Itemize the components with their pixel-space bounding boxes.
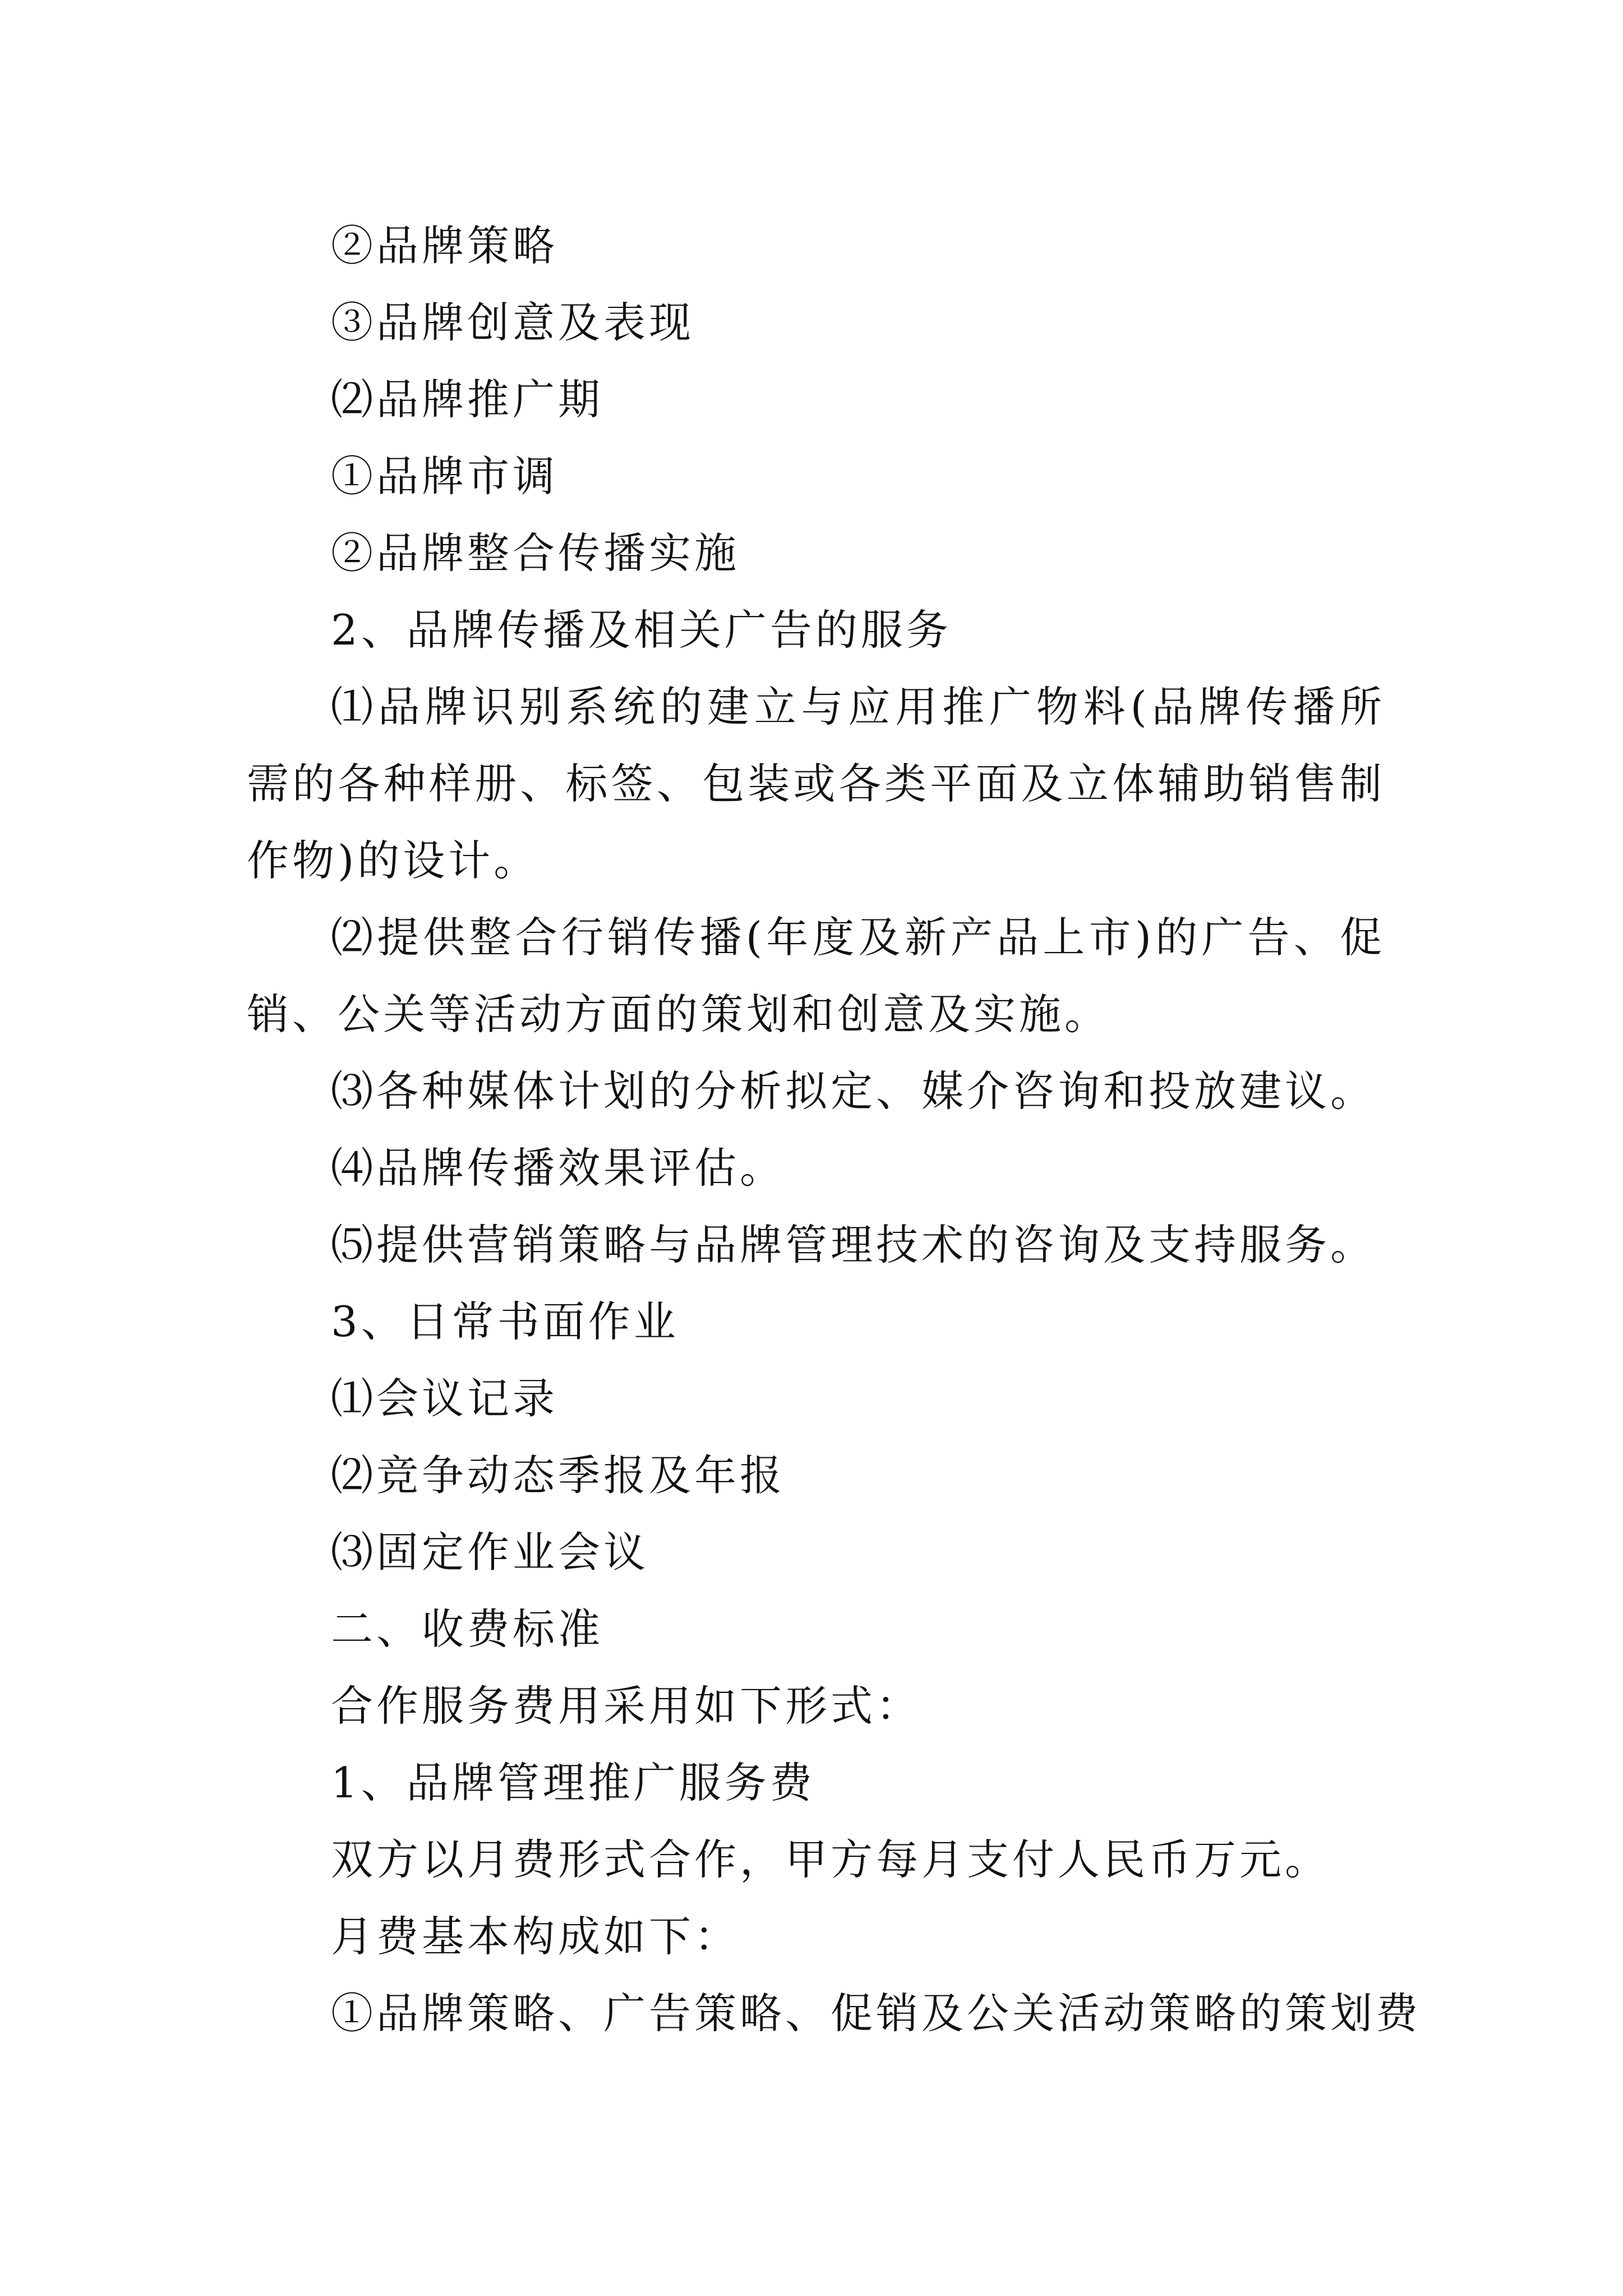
- section-heading-service-fee: 1、品牌管理推广服务费: [331, 1758, 815, 1807]
- paragraph-fee-form: 合作服务费用采用如下形式：: [331, 1681, 922, 1731]
- list-item-consulting-support: ⑸提供营销策略与品牌管理技术的咨询及支持服务。: [331, 1220, 1376, 1269]
- list-item-media-planning: ⑶各种媒体计划的分析拟定、媒介咨询和投放建议。: [331, 1066, 1376, 1116]
- list-item-brand-strategy: ②品牌策略: [331, 221, 559, 270]
- list-item-brand-creative: ③品牌创意及表现: [331, 298, 695, 347]
- list-item-regular-meetings: ⑶固定作业会议: [331, 1527, 649, 1577]
- section-heading-daily-documents: 3、日常书面作业: [331, 1297, 679, 1346]
- paragraph-fee-composition: 月费基本构成如下：: [331, 1912, 740, 1961]
- list-item-competition-reports: ⑵竞争动态季报及年报: [331, 1451, 786, 1500]
- list-item-meeting-minutes: ⑴会议记录: [331, 1374, 559, 1423]
- document-body: [247, 208, 1422, 2052]
- list-item-effect-evaluation: ⑷品牌传播效果评估。: [331, 1143, 786, 1193]
- list-item-brand-market-research: ①品牌市调: [331, 452, 559, 501]
- paragraph-brand-identity: ⑴品牌识别系统的建立与应用推广物料(品牌传播所需的各种样册、标签、包装或各类平面及立体辅助销售制作物)的设计。: [247, 682, 1385, 885]
- paragraph-integrated-marketing: ⑵提供整合行销传播(年度及新产品上市)的广告、促销、公关等活动方面的策划和创意及实施。: [247, 913, 1385, 1039]
- section-heading-brand-communication: 2、品牌传播及相关广告的服务: [331, 605, 952, 655]
- list-item-brand-promotion-period: ⑵品牌推广期: [331, 375, 604, 424]
- section-heading-fee-standard: 二、收费标准: [331, 1604, 604, 1654]
- paragraph-monthly-fee: 双方以月费形式合作，甲方每月支付人民币万元。: [331, 1835, 1331, 1884]
- list-item-planning-fee: ①品牌策略、广告策略、促销及公关活动策略的策划费: [331, 1989, 1422, 2038]
- list-item-brand-integrated-communication: ②品牌整合传播实施: [331, 528, 740, 578]
